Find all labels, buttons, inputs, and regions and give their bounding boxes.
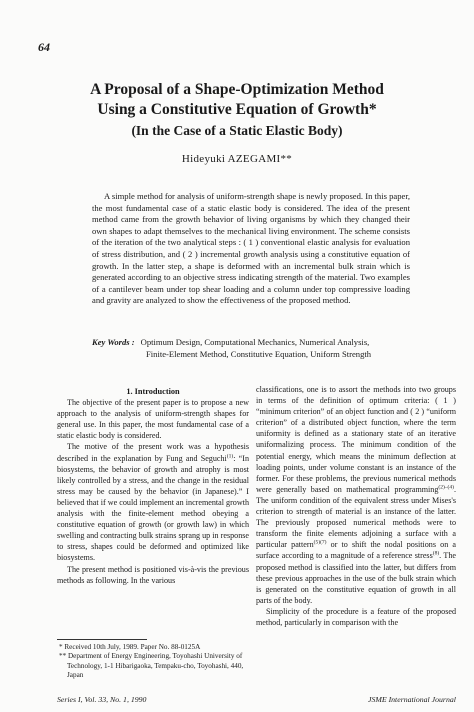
paragraph-text: : “In biosystems, the behavior of growth and atrophy is most likely controlled by a stress, and the change in the residual stress may be caused by the behavior (in Japanese).” I believed that if we could implement an incremental growth analysis with the finite-element method obeying a constitutive equation of growth (or growth law) in which swelling and contracting bulk strains sprang up in response to stress, shapes could be deformed and optimized like biosystems. — [57, 453, 249, 563]
citation-ref: (1) — [226, 452, 234, 459]
paragraph: Simplicity of the procedure is a feature of the proposed method, particularly in comparison with the — [256, 606, 456, 627]
paragraph-text: classifications, one is to assort the methods into two groups in terms of the definition of optimum criteria: ( 1 ) “minimum criterion” of an object function and ( 2 ) “uniform criterion” of a distributed object function, where the term uniformity is defined as a stationary state of an iterative uniformalizing process. The minimum condition of the potential energy, which means the minimum deflection at loading points, under volume constant is an instance of the former. For these problems, the previous numerical methods were generally based on mathematical programming — [256, 385, 456, 494]
footnote-received: * Received 10th July, 1989. Paper No. 88-0125A — [59, 643, 201, 651]
paragraph-text: or to shift the nodal positions on a surface according to a magnitude of a reference stress — [256, 540, 456, 561]
author-name: Hideyuki AZEGAMI** — [181, 153, 293, 165]
footnote-divider — [57, 639, 147, 640]
paper-title-line-2: Using a Constitutive Equation of Growth* — [97, 101, 377, 118]
section-heading: 1. Introduction — [126, 387, 180, 396]
paragraph — [57, 441, 249, 563]
paragraph-text: . The proposed method is classified into the latter, but differs from these previous approaches in the use of the bulk strain which is generated on the constitutive equation of growth in all parts of the body. — [256, 551, 456, 605]
keywords-line-2: Finite-Element Method, Constitutive Equation, Uniform Strength — [146, 348, 372, 359]
citation-ref: (5)(7) — [313, 539, 327, 546]
left-column — [57, 386, 249, 586]
page-number: 64 — [38, 40, 50, 54]
keywords — [92, 337, 410, 360]
citation-ref: (2)–(4) — [438, 484, 454, 491]
paper-title-line-1: A Proposal of a Shape-Optimization Method — [90, 81, 384, 98]
paragraph: The present method is positioned vis-à-vis the previous methods as following. In the various — [57, 564, 249, 585]
paragraph — [256, 384, 456, 606]
journal-name: JSME International Journal — [368, 695, 456, 704]
paragraph: The objective of the present paper is to propose a new approach to the analysis of uniform-strength shapes for general use. In this paper, the most fundamental case of a static elastic body is considered. — [57, 398, 249, 441]
paragraph-text: . The uniform condition of the equivalent stress under Mises's criterion to strength of material is an instance of the latter. The previously proposed numerical methods were to transform the finite elements adjoining a surface with a particular pattern — [256, 484, 456, 550]
paper-subtitle: (In the Case of a Static Elastic Body) — [131, 123, 343, 138]
citation-ref: (8) — [432, 550, 440, 557]
keywords-label: Key Words : — [92, 337, 135, 347]
right-column — [256, 384, 456, 628]
footnotes — [57, 643, 249, 681]
abstract: A simple method for analysis of uniform-strength shape is newly proposed. In this paper, the most fundamental case of a static elastic body is considered. The idea of the present method came from the growth behavior of living organisms by which they changed their own shapes to adapt themselves to the mechanical living environment. The scheme consists of the iteration of the two analytical steps : ( 1 ) conventional elastic analysis for evaluation of stress distribution, and ( 2 ) incremental growth analysis using a constitutive equation of growth. In the latter step, a shape is deformed with an incremental bulk strain which is generated according to an objective stress indicating strength of the material. Two examples of a cantilever beam under top shear loading and a column under top compressive loading and gravity are analyzed to show the effectiveness of the proposed method. — [92, 191, 410, 306]
footnote-affiliation: ** Department of Energy Engineering, Toyohashi University of Technology, 1-1 Hibarigaoka, Tempaku-cho, Toyohashi, 440, Japan — [59, 652, 244, 680]
paragraph-text: The motive of the present work was a hypothesis described in the explanation by Fung and Seguchi — [57, 442, 249, 463]
keywords-line-1: Optimum Design, Computational Mechanics, Numerical Analysis, — [140, 337, 370, 347]
journal-series-info: Series I, Vol. 33, No. 1, 1990 — [57, 695, 147, 704]
